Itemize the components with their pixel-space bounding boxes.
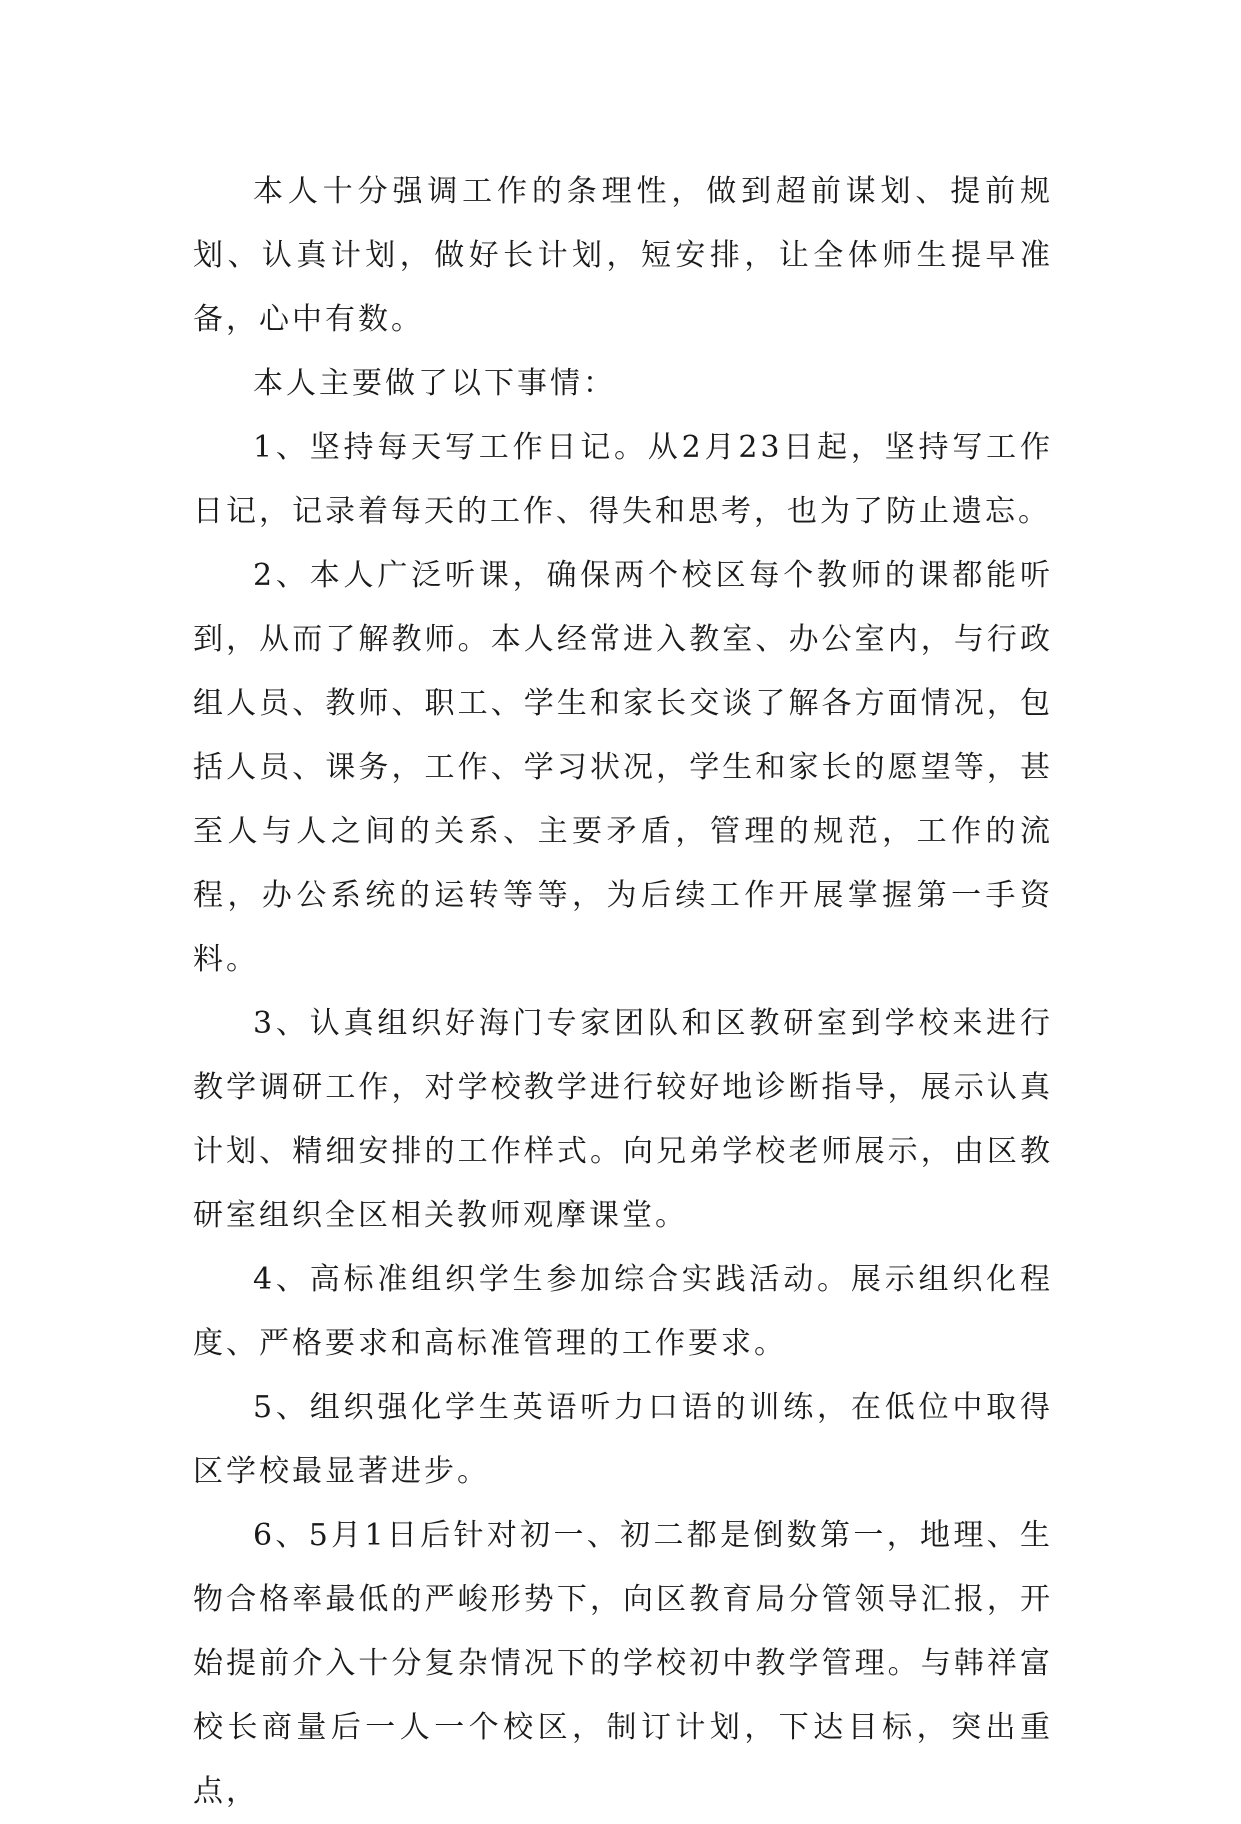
paragraph-item-2: 2、本人广泛听课，确保两个校区每个教师的课都能听到，从而了解教师。本人经常进入教室、办公室内，与行政组人员、教师、职工、学生和家长交谈了解各方面情况，包括人员、课务，工作、学习状况，学生和家长的愿望等，甚至人与人之间的关系、主要矛盾，管理的规范，工作的流程，办公系统的运转等等，为后续工作开展掌握第一手资料。 [193,558,1053,977]
paragraph-summary-heading: 本人主要做了以下事情： [253,366,616,401]
paragraph-item-6: 6、5月1日后针对初一、初二都是倒数第一，地理、生物合格率最低的严峻形势下，向区教育局分管领导汇报，开始提前介入十分复杂情况下的学校初中教学管理。与韩祥富校长商量后一人一个校区，制订计划，下达目标，突出重点， [193,1518,1053,1809]
paragraph-item-4: 4、高标准组织学生参加综合实践活动。展示组织化程度、严格要求和高标准管理的工作要求。 [193,1262,1053,1361]
document-body [193,160,1053,1824]
paragraph-item-5: 5、组织强化学生英语听力口语的训练，在低位中取得区学校最显著进步。 [193,1390,1053,1489]
paragraph-intro: 本人十分强调工作的条理性，做到超前谋划、提前规划、认真计划，做好长计划，短安排，让全体师生提早准备，心中有数。 [193,174,1053,337]
paragraph-item-1: 1、坚持每天写工作日记。从2月23日起，坚持写工作日记，记录着每天的工作、得失和思考，也为了防止遗忘。 [193,430,1053,529]
paragraph-item-3: 3、认真组织好海门专家团队和区教研室到学校来进行教学调研工作，对学校教学进行较好地诊断指导，展示认真计划、精细安排的工作样式。向兄弟学校老师展示，由区教研室组织全区相关教师观摩课堂。 [193,1006,1053,1233]
